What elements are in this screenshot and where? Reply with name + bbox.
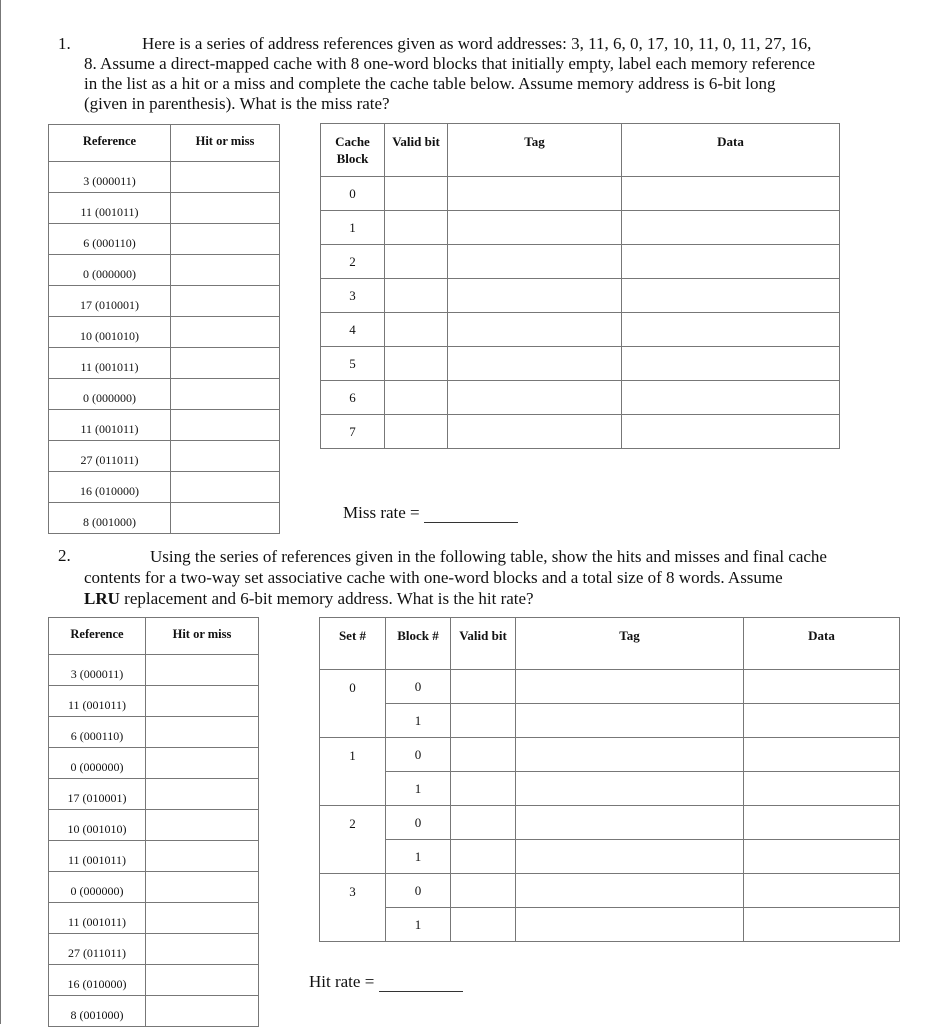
question-2-number: 2. bbox=[58, 546, 71, 565]
q2-valid-bit-cell[interactable] bbox=[451, 806, 516, 840]
q2-data-cell[interactable] bbox=[744, 908, 900, 942]
q1-hit-or-miss-cell[interactable] bbox=[171, 193, 280, 224]
q2-reference-row bbox=[49, 717, 259, 748]
q2-set-cell: 3 bbox=[320, 874, 386, 942]
q1-hit-or-miss-cell[interactable] bbox=[171, 162, 280, 193]
q2-tag-cell[interactable] bbox=[516, 738, 744, 772]
q2-reference-row bbox=[49, 903, 259, 934]
q2-reference-header-row bbox=[49, 618, 259, 655]
q2-reference-cell: 11 (001011) bbox=[49, 686, 146, 717]
q2-reference-row bbox=[49, 934, 259, 965]
q1-data-cell[interactable] bbox=[622, 313, 840, 347]
q1-cache-block-cell: 5 bbox=[321, 347, 385, 381]
q1-reference-cell: 27 (011011) bbox=[49, 441, 171, 472]
q1-reference-row bbox=[49, 317, 280, 348]
q1-reference-row bbox=[49, 348, 280, 379]
q2-cache-row bbox=[320, 806, 900, 840]
q1-reference-row bbox=[49, 193, 280, 224]
q1-tag-cell[interactable] bbox=[448, 415, 622, 449]
q2-tag-cell[interactable] bbox=[516, 772, 744, 806]
q2-cache-table bbox=[319, 617, 900, 942]
q2-cache-row bbox=[320, 738, 900, 772]
q2-cache-row bbox=[320, 908, 900, 942]
q2-reference-row bbox=[49, 810, 259, 841]
question-1-line-2: 8. Assume a direct-mapped cache with 8 one-word blocks that initially empty, label each memory reference bbox=[84, 54, 816, 73]
q2-data-cell[interactable] bbox=[744, 670, 900, 704]
q1-valid-bit-header: Valid bit bbox=[385, 124, 448, 177]
q1-reference-cell: 8 (001000) bbox=[49, 503, 171, 534]
q1-miss-rate-blank[interactable] bbox=[424, 506, 518, 523]
q1-reference-row bbox=[49, 286, 280, 317]
q2-reference-cell: 3 (000011) bbox=[49, 655, 146, 686]
q1-reference-row bbox=[49, 379, 280, 410]
q2-cache-row bbox=[320, 670, 900, 704]
q1-data-cell[interactable] bbox=[622, 347, 840, 381]
q1-data-cell[interactable] bbox=[622, 177, 840, 211]
q2-valid-bit-cell[interactable] bbox=[451, 670, 516, 704]
q2-reference-cell: 17 (010001) bbox=[49, 779, 146, 810]
q1-cache-block-cell: 0 bbox=[321, 177, 385, 211]
q2-tag-cell[interactable] bbox=[516, 806, 744, 840]
q1-tag-cell[interactable] bbox=[448, 211, 622, 245]
q1-cache-row bbox=[321, 415, 840, 449]
q1-reference-cell: 11 (001011) bbox=[49, 193, 171, 224]
question-2-line-3: replacement and 6-bit memory address. What is the hit rate? bbox=[119, 589, 534, 608]
q2-data-cell[interactable] bbox=[744, 874, 900, 908]
page-left-border bbox=[0, 0, 1, 1024]
q1-reference-cell: 11 (001011) bbox=[49, 348, 171, 379]
q2-reference-table bbox=[48, 617, 259, 1027]
q2-data-cell[interactable] bbox=[744, 738, 900, 772]
q2-hit-or-miss-cell[interactable] bbox=[146, 779, 259, 810]
q1-valid-bit-cell[interactable] bbox=[385, 177, 448, 211]
q1-cache-block-cell: 3 bbox=[321, 279, 385, 313]
q2-data-cell[interactable] bbox=[744, 772, 900, 806]
q2-block-header: Block # bbox=[386, 618, 451, 670]
q2-valid-bit-cell[interactable] bbox=[451, 874, 516, 908]
q1-valid-bit-cell[interactable] bbox=[385, 279, 448, 313]
q1-hit-or-miss-cell[interactable] bbox=[171, 224, 280, 255]
q2-block-cell: 0 bbox=[386, 670, 451, 704]
q1-reference-cell: 3 (000011) bbox=[49, 162, 171, 193]
q2-set-cell: 2 bbox=[320, 806, 386, 874]
q2-reference-cell: 27 (011011) bbox=[49, 934, 146, 965]
q2-reference-row bbox=[49, 748, 259, 779]
q2-block-cell: 1 bbox=[386, 704, 451, 738]
q1-miss-rate-label: Miss rate = bbox=[343, 503, 420, 522]
q1-data-cell[interactable] bbox=[622, 415, 840, 449]
q2-block-cell: 0 bbox=[386, 738, 451, 772]
q1-hit-or-miss-cell[interactable] bbox=[171, 286, 280, 317]
q1-cache-row bbox=[321, 279, 840, 313]
q2-data-header: Data bbox=[744, 618, 900, 670]
question-2-line-1: Using the series of references given in the following table, show the hits and misses and final cache bbox=[150, 547, 827, 566]
q1-reference-row bbox=[49, 472, 280, 503]
q2-reference-row bbox=[49, 965, 259, 996]
q1-valid-bit-cell[interactable] bbox=[385, 313, 448, 347]
q1-valid-bit-cell[interactable] bbox=[385, 381, 448, 415]
q2-set-header: Set # bbox=[320, 618, 386, 670]
q2-valid-bit-cell[interactable] bbox=[451, 704, 516, 738]
q1-reference-header-row bbox=[49, 125, 280, 162]
q1-cache-row bbox=[321, 347, 840, 381]
q1-hit-or-miss-cell[interactable] bbox=[171, 317, 280, 348]
q1-reference-row bbox=[49, 162, 280, 193]
q1-valid-bit-cell[interactable] bbox=[385, 415, 448, 449]
q1-data-cell[interactable] bbox=[622, 245, 840, 279]
q2-reference-row bbox=[49, 655, 259, 686]
q1-data-cell[interactable] bbox=[622, 381, 840, 415]
q1-cache-block-cell: 1 bbox=[321, 211, 385, 245]
q2-hit-or-miss-cell[interactable] bbox=[146, 686, 259, 717]
q2-cache-header-row bbox=[320, 618, 900, 670]
q2-reference-row bbox=[49, 872, 259, 903]
q1-miss-rate bbox=[343, 503, 518, 523]
q1-hit-or-miss-cell[interactable] bbox=[171, 472, 280, 503]
q2-hit-rate-blank[interactable] bbox=[379, 975, 463, 992]
q2-reference-cell: 16 (010000) bbox=[49, 965, 146, 996]
q1-cache-row bbox=[321, 381, 840, 415]
q1-reference-cell: 0 (000000) bbox=[49, 379, 171, 410]
q1-hit-or-miss-cell[interactable] bbox=[171, 410, 280, 441]
q1-reference-row bbox=[49, 503, 280, 534]
question-1-line-1: Here is a series of address references given as word addresses: 3, 11, 6, 0, 17, 10, 11, 0, 11, 27, 16, bbox=[142, 34, 812, 53]
q1-cache-row bbox=[321, 313, 840, 347]
q1-hit-or-miss-cell[interactable] bbox=[171, 379, 280, 410]
q2-hit-or-miss-cell[interactable] bbox=[146, 872, 259, 903]
q1-reference-header: Reference bbox=[49, 125, 171, 162]
question-2-lru: LRU bbox=[84, 589, 120, 608]
q2-valid-bit-cell[interactable] bbox=[451, 738, 516, 772]
q2-hit-rate-label: Hit rate = bbox=[309, 972, 375, 991]
q2-hit-or-miss-cell[interactable] bbox=[146, 965, 259, 996]
question-2-text bbox=[84, 546, 827, 609]
q2-reference-header: Reference bbox=[49, 618, 146, 655]
q2-cache-row bbox=[320, 874, 900, 908]
q1-data-cell[interactable] bbox=[622, 279, 840, 313]
q1-tag-cell[interactable] bbox=[448, 279, 622, 313]
q2-hit-or-miss-cell[interactable] bbox=[146, 996, 259, 1027]
q1-reference-cell: 16 (010000) bbox=[49, 472, 171, 503]
q1-cache-table bbox=[320, 123, 840, 449]
q2-reference-row bbox=[49, 841, 259, 872]
q1-tag-cell[interactable] bbox=[448, 245, 622, 279]
q2-reference-row bbox=[49, 779, 259, 810]
q1-hit-or-miss-cell[interactable] bbox=[171, 503, 280, 534]
q1-hit-or-miss-header: Hit or miss bbox=[171, 125, 280, 162]
q2-hit-or-miss-cell[interactable] bbox=[146, 841, 259, 872]
q2-reference-cell: 8 (001000) bbox=[49, 996, 146, 1027]
q2-hit-or-miss-cell[interactable] bbox=[146, 810, 259, 841]
q2-valid-bit-header: Valid bit bbox=[451, 618, 516, 670]
q2-block-cell: 0 bbox=[386, 806, 451, 840]
q1-reference-cell: 0 (000000) bbox=[49, 255, 171, 286]
q2-hit-or-miss-cell[interactable] bbox=[146, 655, 259, 686]
q1-data-header: Data bbox=[622, 124, 840, 177]
q1-reference-cell: 10 (001010) bbox=[49, 317, 171, 348]
q2-hit-or-miss-cell[interactable] bbox=[146, 934, 259, 965]
q2-hit-or-miss-header: Hit or miss bbox=[146, 618, 259, 655]
question-2-line-2: contents for a two-way set associative cache with one-word blocks and a total size of 8 words. Assume bbox=[84, 568, 783, 587]
q2-block-cell: 0 bbox=[386, 874, 451, 908]
q2-tag-cell[interactable] bbox=[516, 840, 744, 874]
q1-reference-cell: 11 (001011) bbox=[49, 410, 171, 441]
q1-reference-row bbox=[49, 410, 280, 441]
q1-data-cell[interactable] bbox=[622, 211, 840, 245]
q2-block-cell: 1 bbox=[386, 840, 451, 874]
q1-reference-row bbox=[49, 255, 280, 286]
q1-cache-block-cell: 2 bbox=[321, 245, 385, 279]
q2-reference-row bbox=[49, 686, 259, 717]
q1-tag-header: Tag bbox=[448, 124, 622, 177]
q2-set-cell: 1 bbox=[320, 738, 386, 806]
q2-cache-row bbox=[320, 704, 900, 738]
q2-cache-row bbox=[320, 840, 900, 874]
q1-cache-header-row bbox=[321, 124, 840, 177]
q2-tag-header: Tag bbox=[516, 618, 744, 670]
q1-reference-cell: 17 (010001) bbox=[49, 286, 171, 317]
q2-hit-or-miss-cell[interactable] bbox=[146, 717, 259, 748]
q1-cache-row bbox=[321, 177, 840, 211]
q1-tag-cell[interactable] bbox=[448, 381, 622, 415]
q1-hit-or-miss-cell[interactable] bbox=[171, 441, 280, 472]
question-1-line-3: in the list as a hit or a miss and complete the cache table below. Assume memory address is 6-bit long bbox=[84, 74, 776, 93]
q2-reference-cell: 10 (001010) bbox=[49, 810, 146, 841]
q1-reference-table bbox=[48, 124, 280, 534]
q1-cache-block-cell: 6 bbox=[321, 381, 385, 415]
question-1-line-4: (given in parenthesis). What is the miss rate? bbox=[84, 94, 390, 113]
q2-data-cell[interactable] bbox=[744, 840, 900, 874]
q2-hit-or-miss-cell[interactable] bbox=[146, 903, 259, 934]
q1-reference-cell: 6 (000110) bbox=[49, 224, 171, 255]
q2-reference-cell: 0 (000000) bbox=[49, 748, 146, 779]
q2-valid-bit-cell[interactable] bbox=[451, 772, 516, 806]
q2-reference-cell: 0 (000000) bbox=[49, 872, 146, 903]
q2-valid-bit-cell[interactable] bbox=[451, 840, 516, 874]
q2-hit-or-miss-cell[interactable] bbox=[146, 748, 259, 779]
q1-cache-block-cell: 7 bbox=[321, 415, 385, 449]
q2-hit-rate bbox=[309, 972, 463, 992]
q2-reference-cell: 11 (001011) bbox=[49, 903, 146, 934]
q2-tag-cell[interactable] bbox=[516, 874, 744, 908]
q1-cache-row bbox=[321, 211, 840, 245]
q1-cache-row bbox=[321, 245, 840, 279]
q2-reference-row bbox=[49, 996, 259, 1027]
q2-block-cell: 1 bbox=[386, 908, 451, 942]
q2-data-cell[interactable] bbox=[744, 806, 900, 840]
q1-cache-block-cell: 4 bbox=[321, 313, 385, 347]
q1-reference-row bbox=[49, 224, 280, 255]
q1-reference-row bbox=[49, 441, 280, 472]
q2-cache-row bbox=[320, 772, 900, 806]
q1-hit-or-miss-cell[interactable] bbox=[171, 348, 280, 379]
q1-tag-cell[interactable] bbox=[448, 177, 622, 211]
q2-reference-cell: 6 (000110) bbox=[49, 717, 146, 748]
q1-tag-cell[interactable] bbox=[448, 313, 622, 347]
q1-valid-bit-cell[interactable] bbox=[385, 245, 448, 279]
question-1-text bbox=[84, 34, 815, 114]
q2-reference-cell: 11 (001011) bbox=[49, 841, 146, 872]
q1-cache-block-header: Cache Block bbox=[321, 124, 385, 177]
q2-block-cell: 1 bbox=[386, 772, 451, 806]
q2-tag-cell[interactable] bbox=[516, 908, 744, 942]
q2-valid-bit-cell[interactable] bbox=[451, 908, 516, 942]
q1-hit-or-miss-cell[interactable] bbox=[171, 255, 280, 286]
q2-data-cell[interactable] bbox=[744, 704, 900, 738]
q2-set-cell: 0 bbox=[320, 670, 386, 738]
question-1-number: 1. bbox=[58, 34, 71, 53]
q1-valid-bit-cell[interactable] bbox=[385, 211, 448, 245]
q2-tag-cell[interactable] bbox=[516, 704, 744, 738]
q1-tag-cell[interactable] bbox=[448, 347, 622, 381]
q2-tag-cell[interactable] bbox=[516, 670, 744, 704]
q1-valid-bit-cell[interactable] bbox=[385, 347, 448, 381]
